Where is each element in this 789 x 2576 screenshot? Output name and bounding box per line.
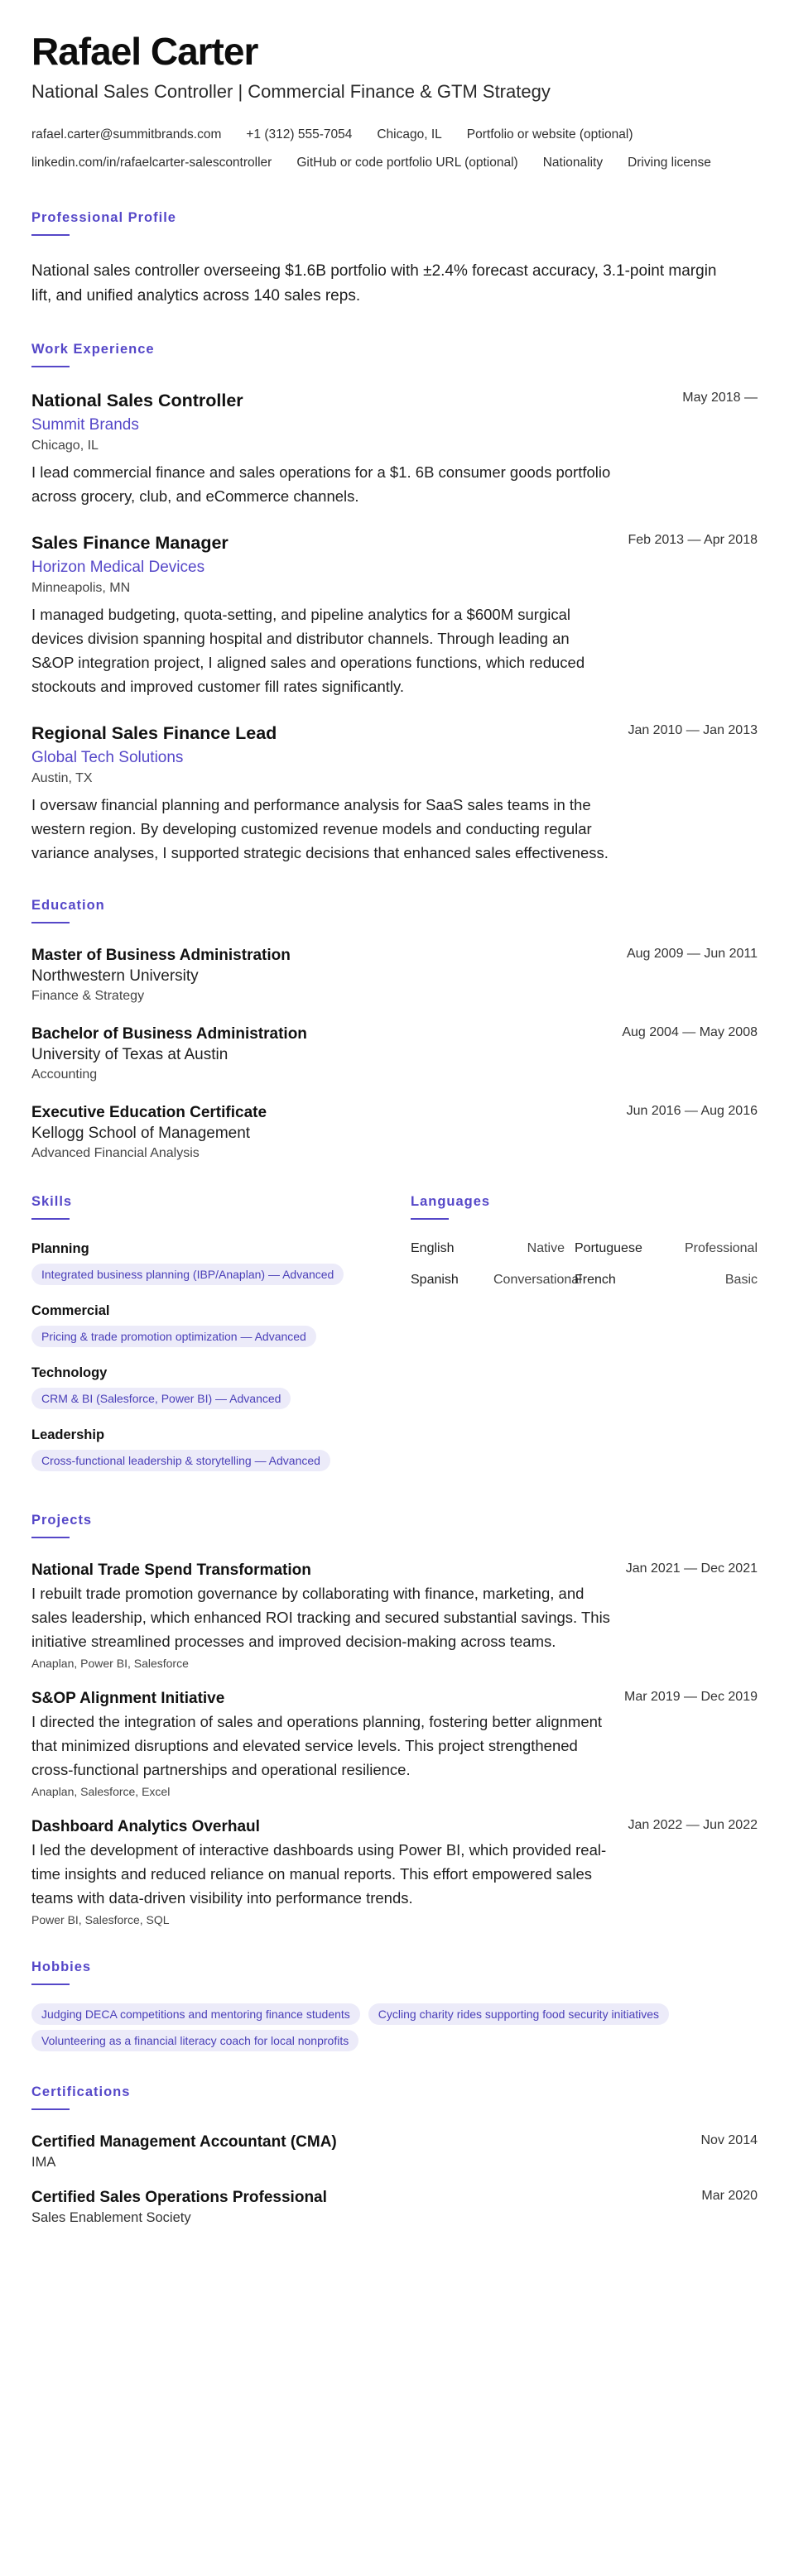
section-title: Languages: [411, 1194, 491, 1209]
profile-summary: National sales controller overseeing $1.6B portfolio with ±2.4% forecast accuracy, 3.1-point margin lift, and unified analytics across 140 sales reps.: [31, 262, 717, 305]
contact-location: Chicago, IL: [377, 127, 442, 142]
education-field: Accounting: [31, 1067, 98, 1082]
education-school: Kellogg School of Management: [31, 1125, 251, 1142]
skill-category: Technology: [31, 1365, 108, 1380]
language-level: Conversational: [493, 1273, 582, 1287]
headline: National Sales Controller | Commercial Finance & GTM Strategy: [31, 81, 551, 102]
section-divider: [31, 1984, 70, 1985]
education-school: University of Texas at Austin: [31, 1046, 229, 1063]
section-divider: [31, 1537, 70, 1538]
skills-section: [31, 1194, 411, 1489]
education-dates: Jun 2016 — Aug 2016: [626, 1104, 758, 1118]
contact-nationality: Nationality: [542, 156, 604, 170]
education-section: [31, 898, 758, 1161]
resume-header: [31, 30, 758, 177]
job-dates: Feb 2013 — Apr 2018: [628, 533, 758, 547]
skill-chip: Cross-functional leadership & storytelling — Advanced: [31, 1450, 330, 1471]
education-degree: Executive Education Certificate: [31, 1104, 267, 1121]
section-title: Projects: [31, 1513, 93, 1528]
education-entry: [31, 947, 758, 1004]
job-location: Minneapolis, MN: [31, 581, 131, 595]
language-level: Basic: [724, 1273, 758, 1287]
project-name: National Trade Spend Transformation: [31, 1561, 311, 1579]
project-tech: Power BI, Salesforce, SQL: [31, 1913, 170, 1926]
profile-section: [31, 210, 758, 309]
contact-email[interactable]: rafael.carter@summitbrands.com: [31, 127, 222, 142]
job-location: Austin, TX: [31, 771, 93, 785]
job-entry: [31, 723, 758, 865]
job-location: Chicago, IL: [31, 439, 99, 453]
job-company: Global Tech Solutions: [31, 749, 184, 766]
section-title: Professional Profile: [31, 210, 176, 225]
language-name: Spanish: [411, 1273, 459, 1287]
project-name: Dashboard Analytics Overhaul: [31, 1818, 260, 1835]
section-divider: [31, 366, 70, 367]
language-list: [411, 1241, 758, 1288]
project-entry: [31, 1561, 758, 1670]
certification-issuer: Sales Enablement Society: [31, 2210, 191, 2225]
language-name: French: [575, 1273, 616, 1287]
languages-section: [411, 1194, 758, 1489]
section-divider: [411, 1218, 449, 1220]
skill-category: Commercial: [31, 1303, 110, 1318]
certification-name: Certified Management Accountant (CMA): [31, 2133, 337, 2151]
skill-group: [31, 1427, 411, 1471]
certification-entry: [31, 2189, 758, 2226]
skill-group: [31, 1303, 411, 1347]
skill-category: Planning: [31, 1241, 89, 1256]
education-entry: [31, 1025, 758, 1082]
education-entry: [31, 1104, 758, 1161]
job-entry: [31, 533, 758, 698]
project-description: I rebuilt trade promotion governance by collaborating with finance, marketing, and sales leadership, which enhanced ROI tracking and secured substantial savings. This initiative streamlined processes and improved decision-making across teams.: [31, 1585, 610, 1650]
job-title: National Sales Controller: [31, 391, 243, 410]
project-name: S&OP Alignment Initiative: [31, 1690, 225, 1707]
skill-group: [31, 1365, 411, 1409]
job-description: I oversaw financial planning and performance analysis for SaaS sales teams in the western region. By developing customized revenue models and conducting regular variance analyses, I supported strategic decisions that enhanced sales effectiveness.: [31, 796, 609, 861]
job-title: Sales Finance Manager: [31, 533, 229, 553]
contact-driving-license: Driving license: [628, 156, 711, 170]
language-level: Native: [527, 1241, 565, 1255]
section-title: Certifications: [31, 2084, 131, 2099]
skill-chip: CRM & BI (Salesforce, Power BI) — Advanced: [31, 1388, 291, 1409]
contact-github[interactable]: GitHub or code portfolio URL (optional): [296, 156, 518, 170]
projects-section: [31, 1513, 758, 1926]
education-dates: Aug 2009 — Jun 2011: [626, 947, 758, 961]
contact-list: [31, 121, 743, 177]
skill-chip: Integrated business planning (IBP/Anaplan) — Advanced: [31, 1264, 344, 1285]
contact-portfolio[interactable]: Portfolio or website (optional): [466, 127, 633, 142]
certification-entry: [31, 2133, 758, 2171]
job-entry: [31, 391, 758, 508]
project-entry: [31, 1690, 758, 1798]
education-dates: Aug 2004 — May 2008: [622, 1025, 758, 1039]
language-name: Portuguese: [575, 1241, 642, 1255]
section-divider: [31, 234, 70, 236]
hobby-chip: Judging DECA competitions and mentoring finance students: [31, 2003, 360, 2025]
skills-languages-row: [31, 1194, 758, 1489]
contact-linkedin[interactable]: linkedin.com/in/rafaelcarter-salescontroller: [31, 156, 272, 170]
candidate-name: Rafael Carter: [31, 30, 258, 73]
language-name: English: [411, 1241, 455, 1255]
section-title: Education: [31, 898, 105, 913]
certifications-section: [31, 2084, 758, 2226]
section-title: Skills: [31, 1194, 73, 1209]
project-tech: Anaplan, Salesforce, Excel: [31, 1785, 171, 1798]
job-company: Horizon Medical Devices: [31, 559, 205, 576]
project-entry: [31, 1818, 758, 1926]
job-dates: Jan 2010 — Jan 2013: [628, 723, 758, 737]
contact-phone[interactable]: +1 (312) 555-7054: [246, 127, 353, 142]
job-dates: May 2018 —: [682, 391, 758, 405]
job-company: Summit Brands: [31, 416, 139, 434]
certification-date: Mar 2020: [701, 2189, 758, 2203]
section-divider: [31, 2108, 70, 2110]
certification-issuer: IMA: [31, 2155, 56, 2170]
section-divider: [31, 1218, 70, 1220]
education-degree: Bachelor of Business Administration: [31, 1025, 307, 1043]
hobby-chip: Cycling charity rides supporting food security initiatives: [368, 2003, 669, 2025]
section-divider: [31, 922, 70, 923]
skill-chip: Pricing & trade promotion optimization — Advanced: [31, 1326, 316, 1347]
certification-date: Nov 2014: [700, 2133, 758, 2147]
project-dates: Mar 2019 — Dec 2019: [624, 1690, 758, 1704]
job-description: I lead commercial finance and sales operations for a $1. 6B consumer goods portfolio across grocery, club, and eCommerce channels.: [31, 463, 611, 505]
job-title: Regional Sales Finance Lead: [31, 723, 277, 743]
language-level: Professional: [684, 1241, 758, 1255]
hobbies-section: [31, 1960, 758, 2051]
hobby-chip: Volunteering as a financial literacy coach for local nonprofits: [31, 2030, 358, 2051]
project-tech: Anaplan, Power BI, Salesforce: [31, 1657, 189, 1670]
education-field: Finance & Strategy: [31, 989, 145, 1003]
hobby-list: [31, 2002, 758, 2051]
skill-category: Leadership: [31, 1427, 105, 1442]
education-field: Advanced Financial Analysis: [31, 1146, 200, 1160]
project-description: I led the development of interactive dashboards using Power BI, which provided real-time insights and reduced reliance on manual reports. This effort empowered sales teams with data-driven visibility into performance trends.: [31, 1841, 607, 1907]
section-title: Work Experience: [31, 342, 155, 357]
section-title: Hobbies: [31, 1960, 92, 1974]
experience-section: [31, 342, 758, 865]
project-dates: Jan 2022 — Jun 2022: [628, 1818, 758, 1832]
skill-group: [31, 1241, 411, 1285]
education-degree: Master of Business Administration: [31, 947, 291, 964]
project-description: I directed the integration of sales and operations planning, fostering better alignment that minimized disruptions and elevated service levels. This project strengthened cross-functional partnerships and operational resilience.: [31, 1713, 603, 1778]
job-description: I managed budgeting, quota-setting, and pipeline analytics for a $600M surgical devices division spanning hospital and distributor channels. Through leading an S&OP integration project, I aligned sales and operations functions, which reduced stockouts and improved customer fill rates significantly.: [31, 606, 585, 695]
project-dates: Jan 2021 — Dec 2021: [625, 1561, 758, 1576]
certification-name: Certified Sales Operations Professional: [31, 2189, 327, 2206]
education-school: Northwestern University: [31, 967, 199, 985]
